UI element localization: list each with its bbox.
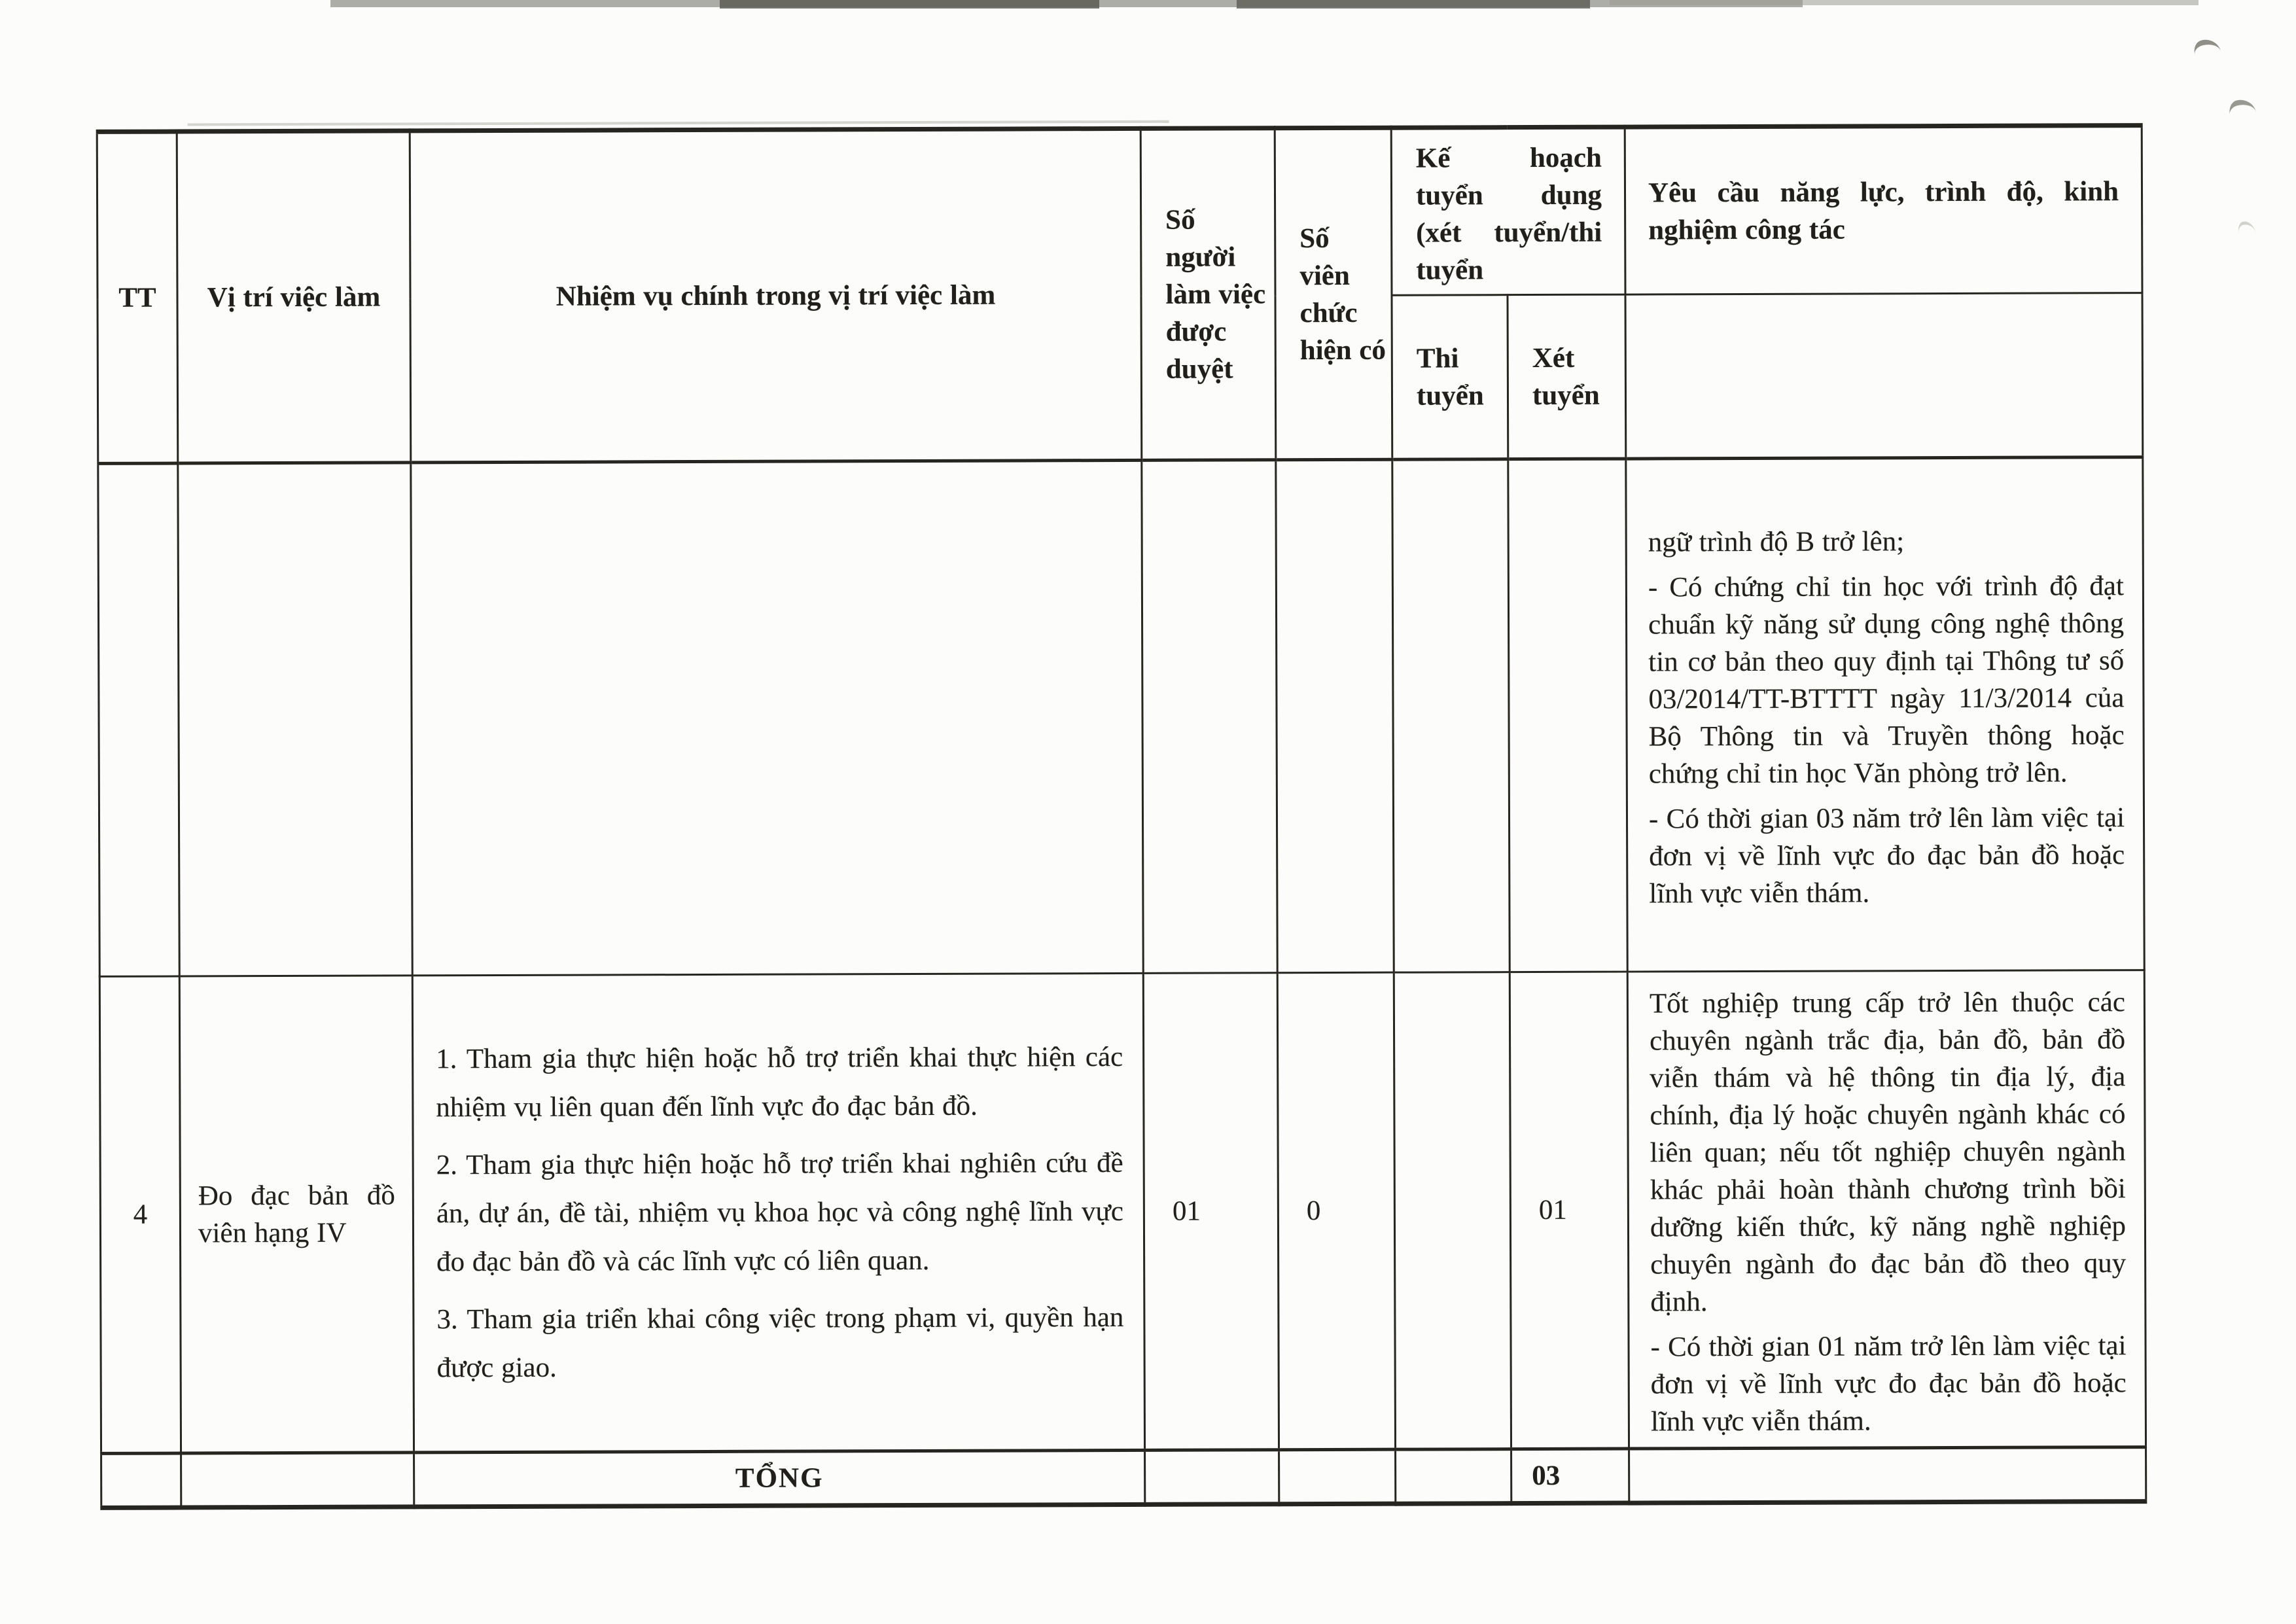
requirement-paragraph: - Có thời gian 01 năm trở lên làm việc tại đơn vị về lĩnh vực đo đạc bản đồ hoặc lĩnh vực viễn thám. [1650, 1330, 2127, 1437]
cell-row4-current: 0 [1277, 972, 1395, 1450]
pencil-mark [2227, 97, 2256, 118]
scan-smudge-strip [1237, 0, 1590, 9]
scan-smudge-strip [1610, 0, 2199, 5]
continuation-row [98, 457, 2144, 977]
requirement-paragraph: ngữ trình độ B trở lên; [1648, 526, 1905, 558]
total-xet-tuyen-value: 03 [1511, 1449, 1629, 1504]
header-cell-position: Vị trí việc làm [177, 131, 411, 463]
cell-cont-tasks [411, 460, 1143, 976]
header-cell-recruitment-plan: Kế hoạch tuyển dụng (xét tuyển/thi tuyển [1391, 127, 1625, 295]
cell-cont-thi-tuyen [1392, 459, 1510, 973]
header-cell-current-staff: Số viên chức hiện có [1275, 128, 1392, 460]
requirement-paragraph: Tốt nghiệp trung cấp trở lên thuộc các chuyên ngành trắc địa, bản đồ, bản đồ viễn thám và hệ thông tin địa lý, địa chính, địa lý hoặc chuyên ngành khác có liên quan; nếu tốt nghiệp chuyên ngành khác phải hoàn thành chương trình bồi dưỡng kiến thức, kỹ năng nghề nghiệp chuyên ngành đo đạc bản đồ theo quy định. [1649, 986, 2127, 1317]
cell-total-position [181, 1453, 414, 1508]
requirement-paragraph: - Có chứng chỉ tin học với trình độ đạt chuẩn kỹ năng sử dụng công nghệ thông tin cơ bản theo quy định tại Thông tư số 03/2014/TT-BTTTT ngày 11/3/2014 của Bộ Thông tin và Truyền thông hoặc chứng chỉ tin học Văn phòng trở lên. [1648, 571, 2125, 790]
header-cell-xet-tuyen: Xét tuyển [1508, 294, 1626, 459]
scan-ghost-line [188, 120, 1169, 126]
requirement-paragraph: - Có thời gian 03 năm trở lên làm việc tại đơn vị về lĩnh vực đo đạc bản đồ hoặc lĩnh vực viễn thám. [1648, 802, 2125, 909]
total-row [101, 1447, 2146, 1508]
task-paragraph: 1. Tham gia thực hiện hoặc hỗ trợ triển khai thực hiện các nhiệm vụ liên quan đến lĩnh vực đo đạc bản đồ. [436, 1041, 1123, 1123]
header-cell-thi-tuyen: Thi tuyển [1392, 295, 1508, 460]
cell-cont-tt [98, 463, 179, 976]
header-cell-approved-headcount: Số người làm việc được duyệt [1140, 128, 1276, 461]
recruitment-table-wrapper [96, 123, 2146, 1510]
table-header-row-1 [97, 126, 2142, 300]
cell-total-current [1279, 1449, 1396, 1504]
cell-cont-xet-tuyen [1508, 459, 1627, 972]
cell-row4-position: Đo đạc bản đồ viên hạng IV [179, 976, 414, 1453]
total-label: TỔNG [414, 1450, 1145, 1507]
header-cell-requirements-spacer [1625, 293, 2143, 459]
task-paragraph: 3. Tham gia triển khai công việc trong phạm vi, quyền hạn được giao. [436, 1301, 1124, 1383]
cell-row4-approved: 01 [1143, 973, 1279, 1451]
cell-cont-requirements [1626, 457, 2144, 972]
cell-row4-tasks [412, 973, 1144, 1453]
header-cell-main-tasks: Nhiệm vụ chính trong vị trí việc làm [410, 128, 1142, 463]
cell-cont-position [178, 463, 412, 976]
cell-row4-thi-tuyen [1394, 972, 1511, 1450]
task-paragraph: 2. Tham gia thực hiện hoặc hỗ trợ triển khai nghiên cứu đề án, dự án, đề tài, nhiệm vụ khoa học và công nghệ lĩnh vực đo đạc bản đồ và các lĩnh vực có liên quan. [436, 1147, 1123, 1277]
cell-total-approved [1145, 1450, 1279, 1505]
pencil-mark [2192, 37, 2221, 58]
cell-total-requirements [1629, 1447, 2146, 1503]
job-position-recruitment-table [96, 123, 2147, 1510]
cell-row4-xet-tuyen: 01 [1510, 972, 1629, 1449]
cell-cont-approved [1142, 460, 1277, 974]
cell-total-thi-tuyen [1396, 1449, 1511, 1504]
table-row-4 [99, 970, 2146, 1454]
cell-row4-tt: 4 [99, 976, 181, 1453]
header-cell-requirements: Yêu cầu năng lực, trình độ, kinh nghiệm công tác [1625, 126, 2142, 294]
cell-row4-requirements [1627, 970, 2146, 1449]
scan-smudge-strip [720, 0, 1099, 9]
pencil-mark [2236, 220, 2255, 236]
cell-cont-current [1276, 459, 1394, 973]
cell-total-tt [101, 1453, 181, 1508]
header-cell-tt: TT [97, 132, 178, 463]
